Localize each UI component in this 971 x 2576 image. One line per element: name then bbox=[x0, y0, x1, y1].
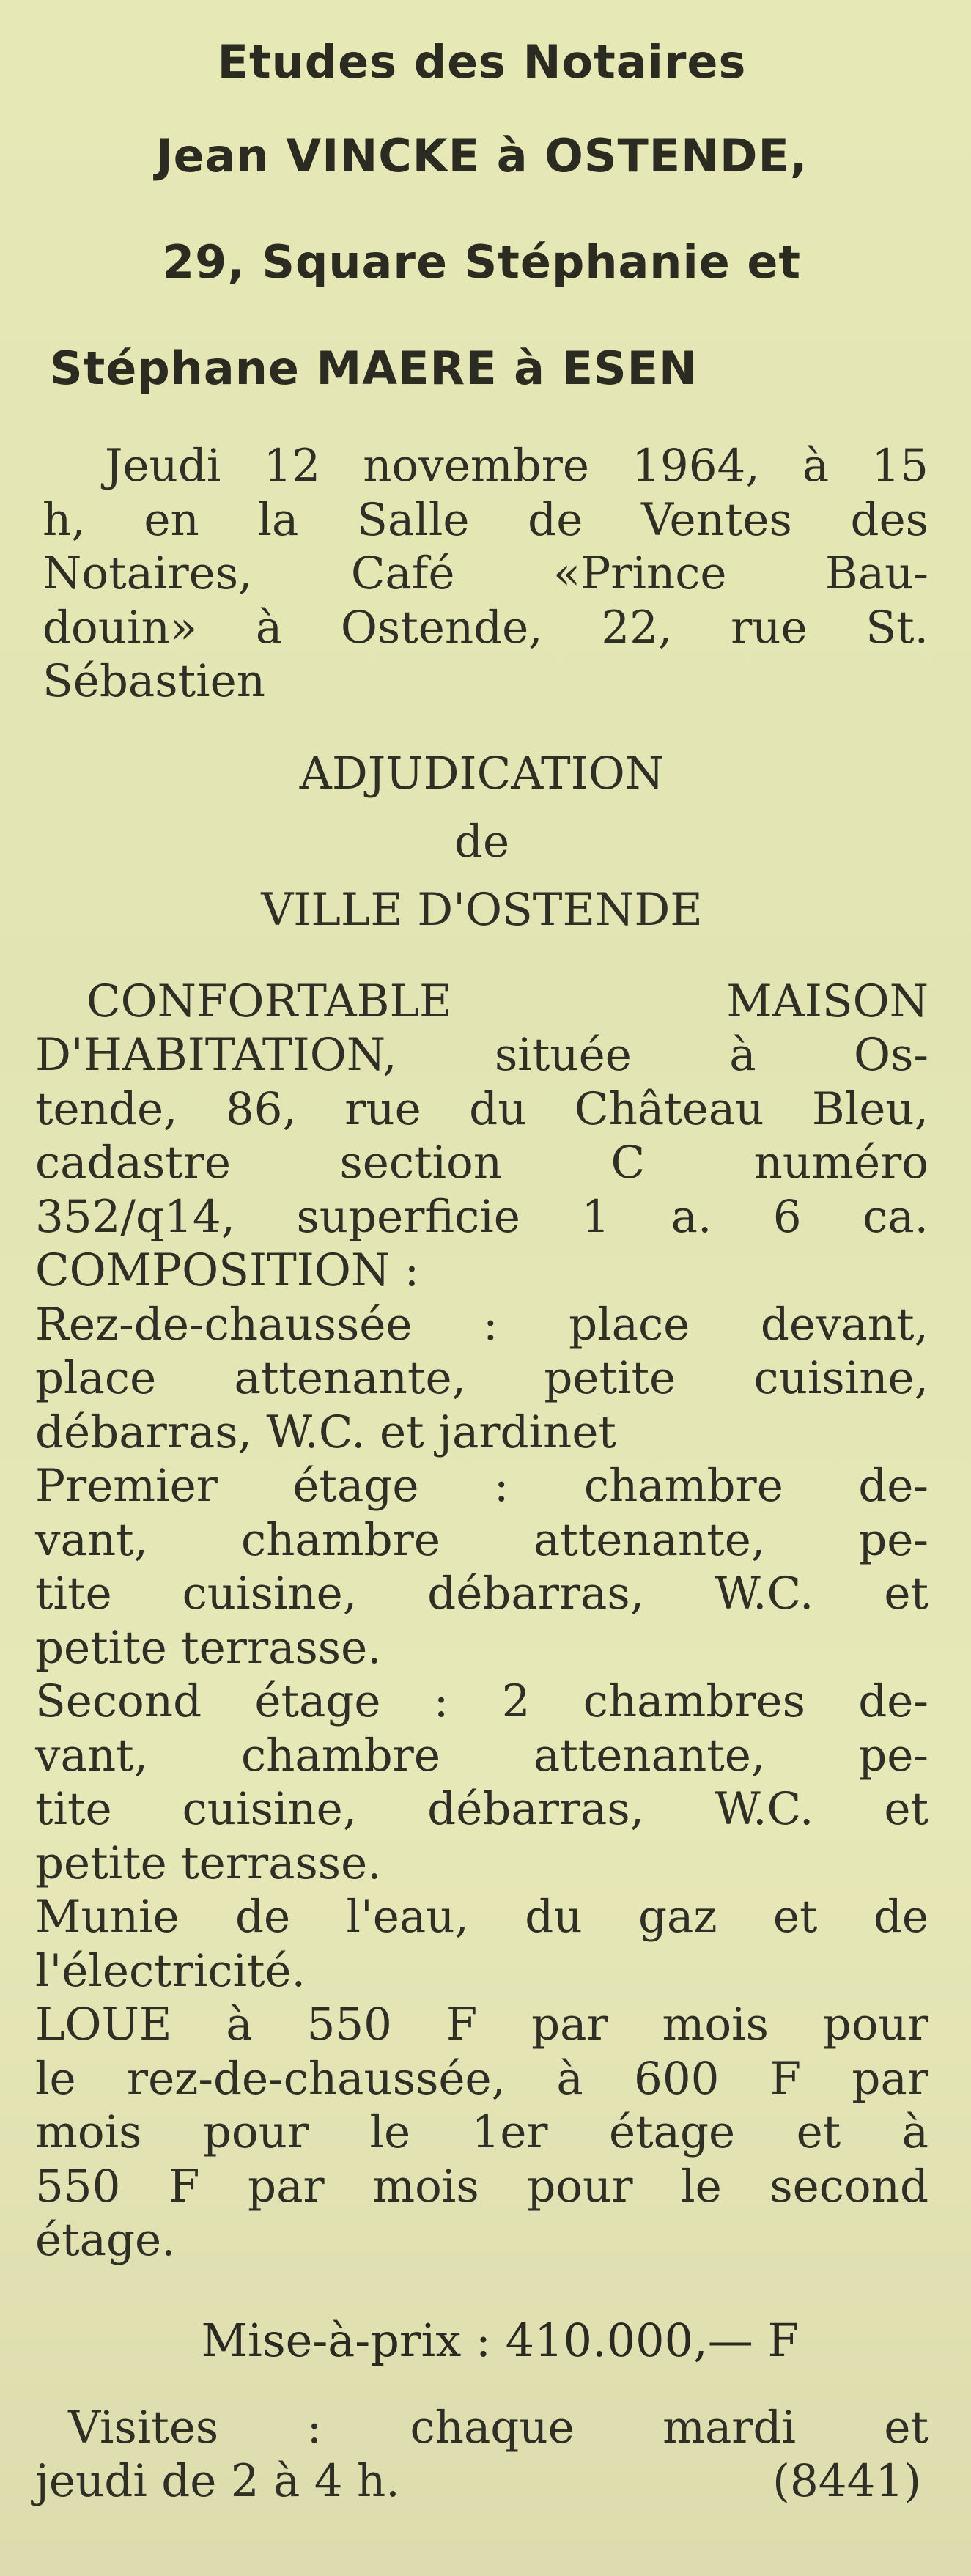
body-line: débarras, W.C. et jardinet bbox=[35, 1406, 616, 1458]
visiting-hours bbox=[35, 2401, 928, 2509]
intro-line: Jeudi 12 novembre 1964, à 15 bbox=[105, 440, 928, 492]
body-line: Premier étage : chambre de- bbox=[35, 1460, 928, 1512]
body-line: D'HABITATION, située à Os- bbox=[35, 1029, 928, 1081]
body-line: petite terrasse. bbox=[35, 1621, 382, 1674]
intro-line: h, en la Salle de Ventes des bbox=[43, 493, 928, 546]
intro-line: douin» à Ostende, 22, rue St. bbox=[43, 601, 928, 654]
title-ville: VILLE D'OSTENDE bbox=[261, 883, 703, 936]
header-line-1: Etudes des Notaires bbox=[217, 35, 747, 89]
body-line: cadastre section C numéro bbox=[35, 1137, 928, 1189]
title-de: de bbox=[454, 815, 510, 868]
body-line: tende, 86, rue du Château Bleu, bbox=[35, 1082, 928, 1135]
composition-heading: COMPOSITION : bbox=[35, 1244, 420, 1296]
visites-line-2 bbox=[35, 2454, 928, 2509]
intro-paragraph bbox=[35, 439, 928, 709]
body-line: vant, chambre attenante, pe- bbox=[35, 1513, 928, 1566]
body-line: Rez-de-chaussée : place devant, bbox=[35, 1298, 928, 1351]
reference-number: (8441) bbox=[772, 2455, 921, 2507]
body-line: place attenante, petite cuisine, bbox=[35, 1352, 928, 1404]
visites-time: jeudi de 2 à 4 h. bbox=[35, 2455, 400, 2507]
body-line: Munie de l'eau, du gaz et de bbox=[35, 1891, 928, 1943]
header-line-2: Jean VINCKE à OSTENDE, bbox=[155, 129, 808, 182]
body-line: Second étage : 2 chambres de- bbox=[35, 1675, 928, 1727]
body-line: 550 F par mois pour le second bbox=[35, 2160, 928, 2213]
body-line: CONFORTABLE MAISON bbox=[86, 975, 928, 1027]
body-line: 352/q14, superficie 1 a. 6 ca. bbox=[35, 1190, 928, 1243]
body-line: étage. bbox=[35, 2214, 176, 2266]
property-description bbox=[35, 975, 928, 2267]
body-line: vant, chambre attenante, pe- bbox=[35, 1729, 928, 1782]
header-line-4: Stéphane MAERE à ESEN bbox=[50, 342, 698, 395]
title-block bbox=[35, 739, 928, 944]
body-line: tite cuisine, débarras, W.C. et bbox=[35, 1783, 928, 1835]
body-line: l'électricité. bbox=[35, 1944, 306, 1997]
header-line-3: 29, Square Stéphanie et bbox=[162, 235, 802, 289]
title-adjudication: ADJUDICATION bbox=[299, 747, 665, 800]
visites-line: Visites : chaque mardi et bbox=[68, 2401, 928, 2454]
intro-line: Sébastien bbox=[43, 655, 266, 707]
body-line: petite terrasse. bbox=[35, 1837, 382, 1889]
intro-line: Notaires, Café «Prince Bau- bbox=[43, 547, 928, 599]
body-line: tite cuisine, débarras, W.C. et bbox=[35, 1568, 928, 1620]
body-line: mois pour le 1er étage et à bbox=[35, 2106, 928, 2158]
body-line: LOUE à 550 F par mois pour bbox=[35, 1999, 928, 2051]
starting-price: Mise-à-prix : 410.000,— F bbox=[201, 2313, 800, 2367]
body-line: le rez-de-chaussée, à 600 F par bbox=[35, 2052, 928, 2105]
